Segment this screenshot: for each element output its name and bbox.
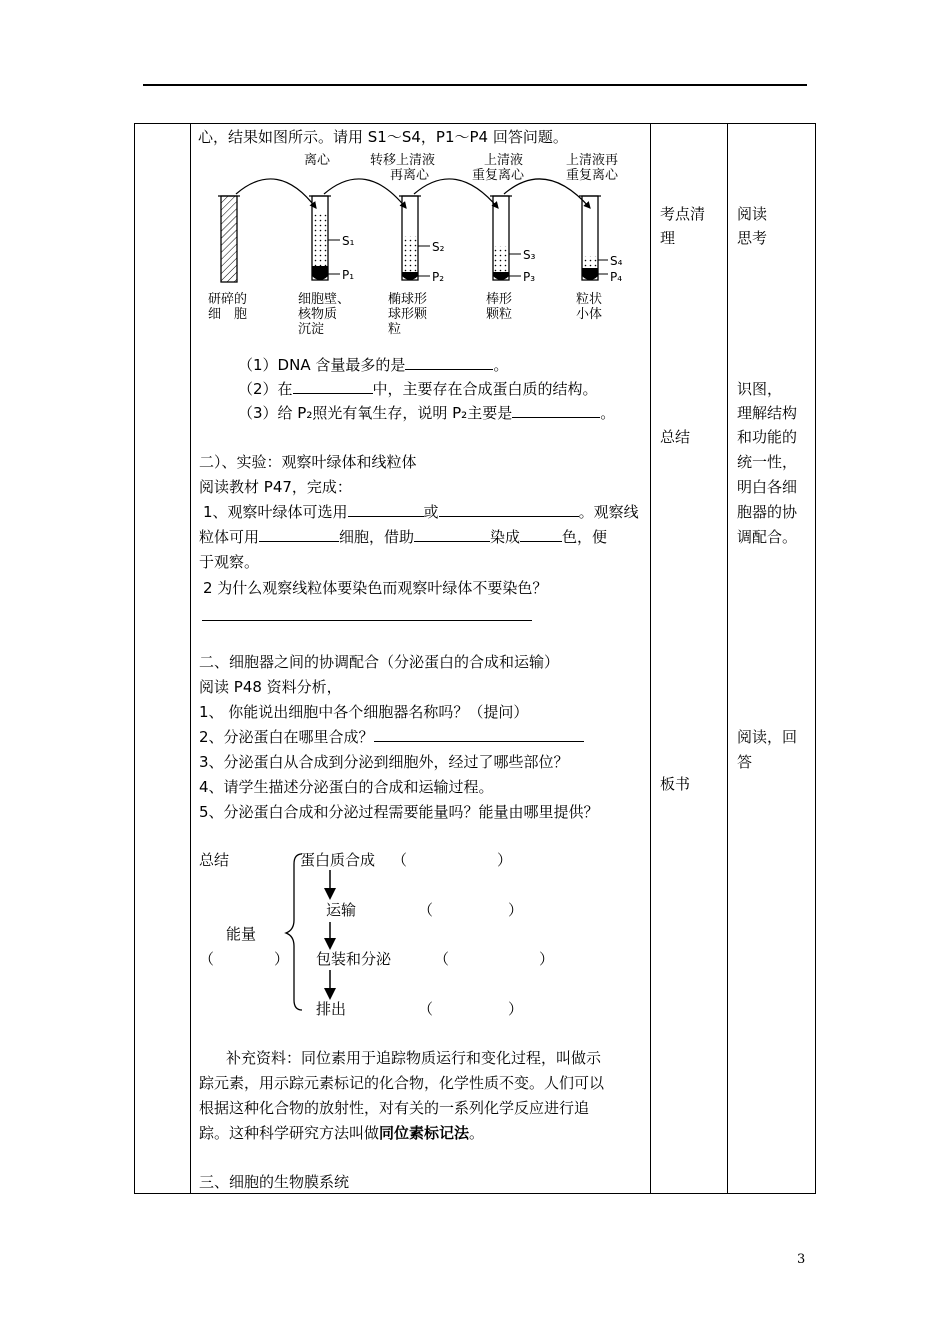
fraction-label: S₁ xyxy=(342,234,355,248)
tube-caption: 粒状 xyxy=(576,292,603,307)
supplement-line-3: 根据这种化合物的放射性，对有关的一系列化学反应进行追 xyxy=(199,1099,590,1117)
transfer-arrow xyxy=(324,179,406,208)
question-1-suffix: 。 xyxy=(493,356,509,374)
answer-line xyxy=(202,620,532,621)
intro-text: 心，结果如图所示。请用 S1～S4，P1～P4 回答问题。 xyxy=(198,128,568,146)
question-2 xyxy=(238,377,598,401)
answer-blank xyxy=(512,401,600,418)
section-2-question-4: 4、请学生描述分泌蛋白的合成和运输过程。 xyxy=(199,778,494,796)
tube-caption: 细 胞 xyxy=(208,307,248,322)
student-activity-1a: 阅读 xyxy=(737,205,768,223)
fraction-label: P₄ xyxy=(610,270,623,284)
flow-step-3: 包装和分泌 xyxy=(316,950,392,968)
teacher-activity-1a: 考点清 xyxy=(660,205,706,223)
question-3-suffix: 。 xyxy=(600,404,616,422)
flow-summary-label: 总结 xyxy=(199,851,230,869)
answer-blank xyxy=(405,353,493,370)
question-3-prefix: （3）给 P₂照光有氧生存，说明 P₂主要是 xyxy=(238,404,513,422)
test-tube-5 xyxy=(579,196,608,280)
question-1-prefix: （1）DNA 含量最多的是 xyxy=(238,356,406,374)
text-span: 踪。这种科学研究方法叫做 xyxy=(199,1124,380,1142)
answer-blank xyxy=(520,525,562,542)
brace xyxy=(286,854,302,1010)
step-label: 上清液 xyxy=(484,153,524,168)
flow-blank-4: （ ） xyxy=(418,1000,524,1018)
section-2-reading: 阅读 P48 资料分析， xyxy=(199,678,342,696)
tube-caption: 沉淀 xyxy=(298,322,325,337)
tube-caption: 小体 xyxy=(576,307,603,322)
text-span: 或 xyxy=(423,503,439,521)
experiment-line-3: 于观察。 xyxy=(199,553,260,571)
teacher-activity-3: 板书 xyxy=(660,775,691,793)
flow-diagram xyxy=(280,850,350,1020)
supplement-line-2: 踪元素，用示踪元素标记的化合物，化学性质不变。人们可以 xyxy=(199,1074,605,1092)
student-activity-2: 和功能的 xyxy=(737,428,798,446)
step-label: 重复离心 xyxy=(472,168,525,183)
question-2-prefix: （2）在 xyxy=(238,380,293,398)
transfer-arrow xyxy=(504,179,590,208)
experiment-line-2 xyxy=(199,525,607,549)
fraction-label: P₁ xyxy=(342,268,355,282)
test-tube-3 xyxy=(399,196,430,280)
section-2-question-3: 3、分泌蛋白从合成到分泌到细胞外，经过了哪些部位？ xyxy=(199,753,569,771)
student-activity-1b: 思考 xyxy=(737,229,768,247)
tube-caption: 棒形 xyxy=(486,292,513,307)
answer-blank xyxy=(374,725,584,742)
step-label: 离心 xyxy=(304,153,331,168)
text-span: 1、观察叶绿体可选用 xyxy=(203,503,348,521)
fraction-label: P₂ xyxy=(432,270,445,284)
answer-blank xyxy=(348,500,424,517)
text-span: 染成 xyxy=(490,528,521,546)
fraction-label: S₂ xyxy=(432,240,445,254)
supplement-line-1: 补充资料：同位素用于追踪物质运行和变化过程，叫做示 xyxy=(226,1049,602,1067)
keyword-isotope-labeling: 同位素标记法 xyxy=(379,1124,470,1142)
text-span: 细胞，借助 xyxy=(339,528,415,546)
fraction-label: S₄ xyxy=(610,254,623,268)
flow-blank-1: （ ） xyxy=(392,851,513,869)
test-tube-4 xyxy=(490,196,521,280)
tube-caption: 细胞壁、 xyxy=(298,292,351,307)
text-span: 色，便 xyxy=(562,528,608,546)
student-activity-2: 理解结构 xyxy=(737,404,798,422)
flow-step-4: 排出 xyxy=(316,1000,347,1018)
tube-caption: 颗粒 xyxy=(486,307,513,322)
question-2-suffix: 中，主要存在合成蛋白质的结构。 xyxy=(372,380,598,398)
page-number: 3 xyxy=(797,1252,806,1267)
tube-caption: 粒 xyxy=(388,322,402,337)
transfer-arrow xyxy=(414,179,498,208)
step-label: 再离心 xyxy=(390,168,430,183)
answer-blank xyxy=(259,525,339,542)
supplement-line-4 xyxy=(199,1121,484,1145)
section-2-question-2 xyxy=(199,725,584,749)
flow-step-1: 蛋白质合成 xyxy=(300,851,376,869)
student-activity-3a: 阅读，回 xyxy=(737,728,798,746)
tube-caption: 核物质 xyxy=(298,307,338,322)
student-activity-2: 识图， xyxy=(737,380,783,398)
question-3 xyxy=(238,401,615,425)
text-span: 。 xyxy=(469,1124,485,1142)
experiment-question-2: 2 为什么观察线粒体要染色而观察叶绿体不要染色？ xyxy=(203,579,548,597)
tube-caption: 椭球形 xyxy=(388,292,428,307)
section-2-title: 二、细胞器之间的协调配合（分泌蛋白的合成和运输） xyxy=(199,653,560,671)
test-tube-2 xyxy=(309,196,340,280)
text-span: 2、分泌蛋白在哪里合成？ xyxy=(199,728,374,746)
column-divider-1 xyxy=(190,123,191,1194)
centrifuge-diagram xyxy=(198,148,648,348)
step-label: 转移上清液 xyxy=(370,153,436,168)
test-tube-1 xyxy=(218,196,240,282)
column-divider-2 xyxy=(650,123,651,1194)
column-divider-3 xyxy=(727,123,728,1194)
flow-blank-2: （ ） xyxy=(418,901,524,919)
experiment-reading: 阅读教材 P47，完成： xyxy=(199,478,352,496)
answer-blank xyxy=(414,525,490,542)
teacher-activity-2: 总结 xyxy=(660,428,691,446)
header-rule xyxy=(143,84,807,86)
question-1 xyxy=(238,353,508,377)
section-3-title: 三、细胞的生物膜系统 xyxy=(199,1173,350,1191)
fraction-label: P₃ xyxy=(523,270,536,284)
teacher-activity-1b: 理 xyxy=(660,229,676,247)
experiment-line-1 xyxy=(203,500,639,524)
student-activity-2: 明白各细 xyxy=(737,478,798,496)
experiment-title: 二）、实验：观察叶绿体和线粒体 xyxy=(199,453,417,471)
fraction-label: S₃ xyxy=(523,248,536,262)
flow-blank-3: （ ） xyxy=(434,950,555,968)
step-label: 上清液再 xyxy=(566,153,619,168)
student-activity-2: 调配合。 xyxy=(737,528,798,546)
flow-energy-blank: （ ） xyxy=(199,950,290,968)
tube-caption: 研碎的 xyxy=(208,292,248,307)
student-activity-2: 统一性， xyxy=(737,453,798,471)
flow-energy-label: 能量 xyxy=(226,925,257,943)
student-activity-3b: 答 xyxy=(737,753,753,771)
flow-step-2: 运输 xyxy=(326,901,357,919)
tube-caption: 球形颗 xyxy=(388,307,428,322)
section-2-question-5: 5、分泌蛋白合成和分泌过程需要能量吗？能量由哪里提供？ xyxy=(199,803,599,821)
transfer-arrow xyxy=(236,179,316,208)
section-2-question-1: 1、 你能说出细胞中各个细胞器名称吗？（提问） xyxy=(199,703,529,721)
answer-blank xyxy=(439,500,579,517)
text-span: 。观察线 xyxy=(578,503,639,521)
student-activity-2: 胞器的协 xyxy=(737,503,798,521)
step-label: 重复离心 xyxy=(566,168,619,183)
text-span: 粒体可用 xyxy=(199,528,260,546)
answer-blank xyxy=(293,377,373,394)
